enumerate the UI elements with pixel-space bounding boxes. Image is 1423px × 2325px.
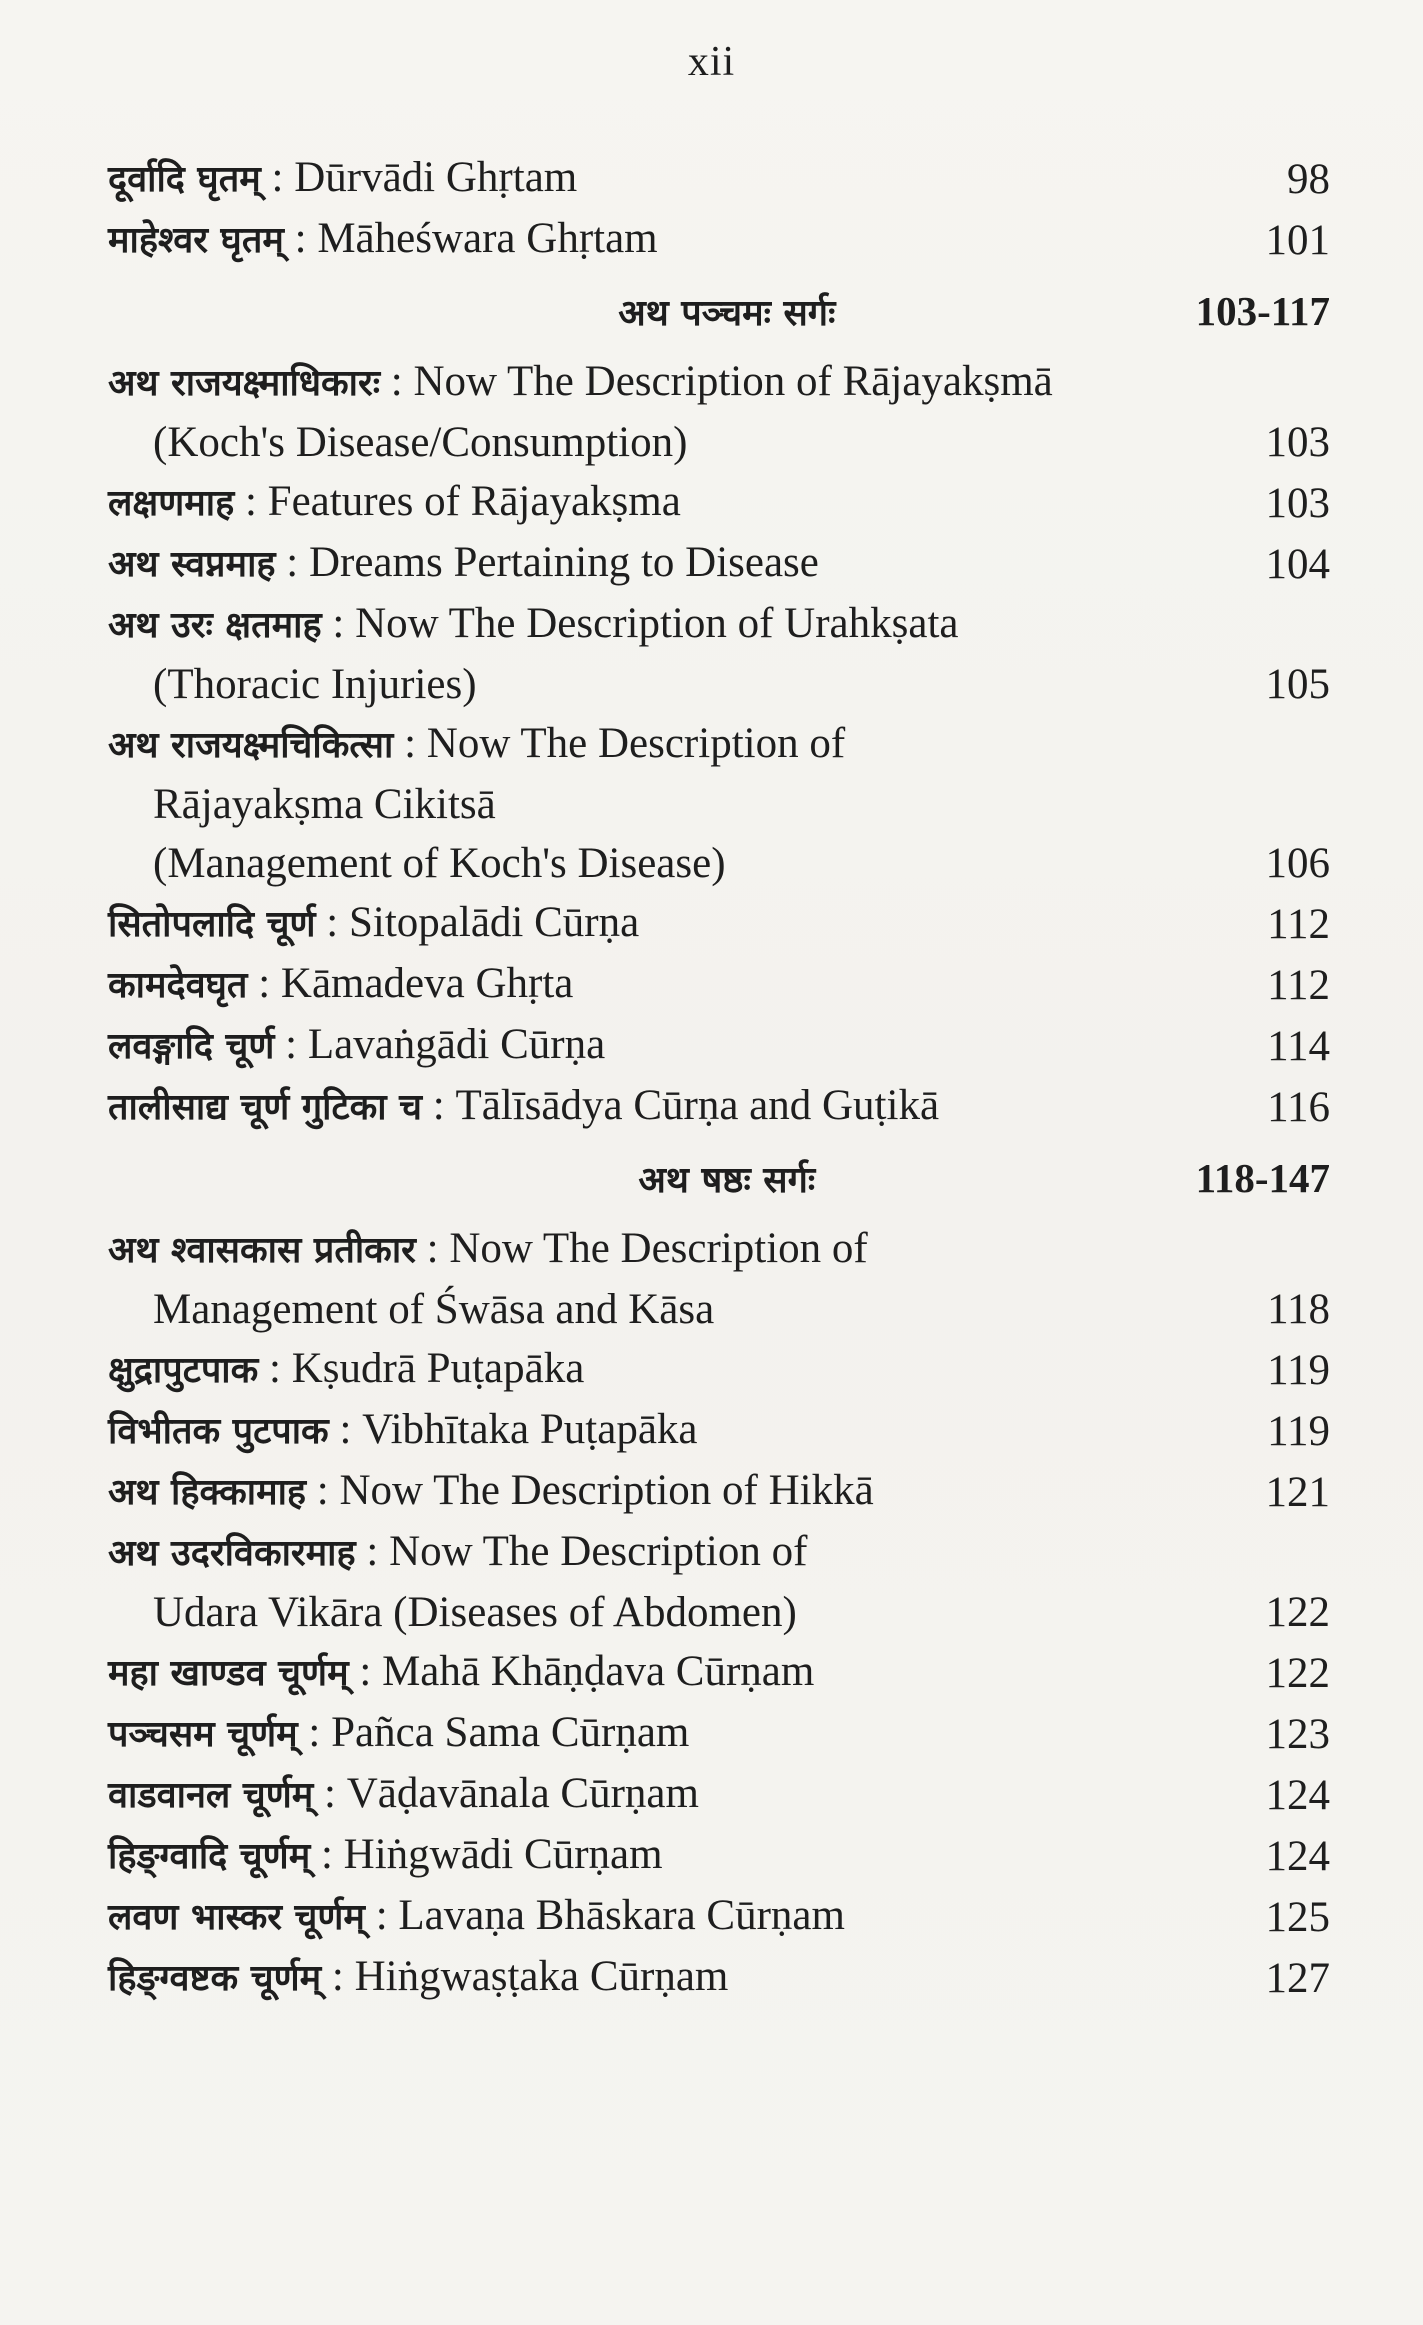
english-title: Now The Description of Rājayakṣmā — [413, 358, 1053, 405]
english-title: Kāmadeva Ghṛta — [280, 960, 574, 1007]
entry-page-number: 105 — [1265, 661, 1330, 708]
toc-entry — [108, 1522, 1330, 1642]
entry-continuation-line: Rājayakṣma Cikitsā — [153, 781, 496, 828]
title-separator: : — [415, 1225, 450, 1272]
toc-entry — [108, 1400, 1330, 1461]
english-title: Māheśwara Ghṛtam — [317, 215, 658, 262]
title-separator: : — [313, 1770, 347, 1817]
entry-first-line — [108, 1400, 1237, 1461]
entry-first-line — [108, 1703, 1236, 1764]
entry-text — [108, 1825, 1266, 1886]
toc-entry — [108, 714, 1330, 893]
english-title: Hiṅgwaṣṭaka Cūrṇam — [354, 1953, 729, 2000]
entry-text — [108, 1522, 1266, 1642]
title-separator: : — [310, 1831, 344, 1878]
section-page-range: 118-147 — [1195, 1155, 1330, 1201]
english-title: Features of Rājayakṣma — [267, 478, 681, 525]
entry-page-number: 122 — [1265, 1589, 1330, 1636]
entry-text — [108, 1339, 1267, 1400]
entry-text — [108, 1703, 1266, 1764]
sanskrit-title: लवङ्गादि चूर्ण — [108, 1026, 275, 1067]
title-separator: : — [274, 1021, 308, 1068]
sanskrit-title: लक्षणमाह — [108, 483, 235, 524]
toc-entry — [108, 1947, 1330, 2008]
title-separator: : — [348, 1648, 383, 1695]
title-separator: : — [297, 1709, 332, 1756]
english-title: Lavaṅgādi Cūrṇa — [307, 1021, 606, 1068]
entry-text — [108, 1015, 1267, 1076]
title-separator: : — [315, 899, 349, 946]
toc-entry — [108, 594, 1330, 714]
title-separator: : — [258, 1345, 292, 1392]
english-title: Now The Description of Hikkā — [339, 1467, 874, 1514]
sanskrit-title: दूर्वादि घृतम् — [108, 159, 261, 200]
table-of-contents — [108, 148, 1330, 2008]
title-separator: : — [275, 539, 309, 586]
english-title: Lavaṇa Bhāskara Cūrṇam — [398, 1892, 845, 1939]
sanskrit-title: माहेश्वर घृतम् — [108, 220, 284, 261]
toc-entry — [108, 472, 1330, 533]
entry-first-line — [108, 714, 1236, 775]
title-separator: : — [306, 1467, 340, 1514]
entry-continuation-line: Management of Śwāsa and Kāsa — [153, 1286, 715, 1333]
entry-first-line — [108, 1642, 1236, 1703]
entry-text — [108, 1642, 1266, 1703]
entry-text — [108, 594, 1266, 714]
english-title: Dūrvādi Ghṛtam — [294, 154, 578, 201]
sanskrit-title: लवण भास्कर चूर्णम् — [108, 1897, 365, 1938]
entry-text — [108, 533, 1266, 594]
entry-first-line — [108, 1886, 1236, 1947]
entry-text — [108, 148, 1287, 209]
page-number: xii — [687, 39, 736, 85]
entry-page-number: 106 — [1265, 840, 1330, 887]
english-title: Mahā Khāṇḍava Cūrṇam — [382, 1648, 815, 1695]
english-title: Dreams Pertaining to Disease — [308, 539, 819, 586]
title-separator: : — [321, 600, 356, 647]
sanskrit-title: हिङ्ग्वादि चूर्णम् — [108, 1836, 311, 1877]
english-title: Kṣudrā Puṭapāka — [291, 1345, 585, 1392]
entry-first-line — [108, 209, 1236, 270]
english-title: Vibhītaka Puṭapāka — [362, 1406, 698, 1453]
english-title: Now The Description of Urahkṣata — [355, 600, 959, 647]
sanskrit-title: क्षुद्रापुटपाक — [108, 1350, 259, 1391]
entry-text — [108, 893, 1267, 954]
english-title: Now The Description of — [426, 720, 846, 767]
sanskrit-title: सितोपलादि चूर्ण — [108, 904, 316, 945]
entry-page-number: 124 — [1265, 1833, 1330, 1880]
entry-text — [108, 1219, 1267, 1339]
toc-entry — [108, 1015, 1330, 1076]
sanskrit-title: कामदेवघृत — [108, 965, 248, 1006]
entry-first-line — [108, 1522, 1236, 1583]
entry-page-number: 103 — [1265, 480, 1330, 527]
toc-entry — [108, 1703, 1330, 1764]
entry-text — [108, 1076, 1267, 1137]
title-separator: : — [283, 215, 318, 262]
entry-first-line — [108, 1219, 1237, 1280]
entry-page-number: 118 — [1267, 1286, 1330, 1333]
entry-page-number: 127 — [1265, 1955, 1330, 2002]
entry-page-number: 122 — [1265, 1650, 1330, 1697]
entry-first-line — [108, 533, 1236, 594]
entry-first-line — [108, 594, 1236, 655]
entry-page-number: 119 — [1267, 1347, 1330, 1394]
title-separator: : — [260, 154, 295, 201]
entry-page-number: 123 — [1265, 1711, 1330, 1758]
sanskrit-title: अथ श्वासकास प्रतीकार — [108, 1230, 416, 1271]
toc-entry — [108, 1642, 1330, 1703]
entry-page-number: 101 — [1265, 217, 1330, 264]
sanskrit-title: अथ उदरविकारमाह — [108, 1533, 356, 1574]
sanskrit-title: विभीतक पुटपाक — [108, 1411, 329, 1452]
entry-page-number: 98 — [1287, 156, 1330, 203]
entry-page-number: 121 — [1265, 1469, 1330, 1516]
entry-text — [108, 209, 1266, 270]
sanskrit-title: पञ्चसम चूर्णम् — [108, 1714, 298, 1755]
entry-continuation-line: (Management of Koch's Disease) — [153, 840, 726, 887]
english-title: Pañca Sama Cūrṇam — [331, 1709, 690, 1756]
entry-first-line — [108, 1015, 1237, 1076]
toc-entry — [108, 1076, 1330, 1137]
sanskrit-title: हिङ्ग्वष्टक चूर्णम् — [108, 1958, 322, 1999]
section-title: अथ षष्ठः सर्गः — [638, 1159, 816, 1201]
sanskrit-title: अथ उरः क्षतमाह — [108, 605, 322, 646]
entry-page-number: 103 — [1265, 419, 1330, 466]
toc-entry — [108, 1461, 1330, 1522]
entry-page-number: 112 — [1267, 901, 1330, 948]
title-separator: : — [364, 1892, 399, 1939]
toc-entry — [108, 1764, 1330, 1825]
entry-page-number: 104 — [1265, 541, 1330, 588]
entry-continuation-line: Udara Vikāra (Diseases of Abdomen) — [153, 1589, 797, 1636]
entry-first-line — [108, 1825, 1236, 1886]
section-title: अथ पञ्चमः सर्गः — [618, 292, 836, 334]
sanskrit-title: अथ हिक्कामाह — [108, 1472, 307, 1513]
entry-text — [108, 954, 1267, 1015]
english-title: Tālīsādya Cūrṇa and Guṭikā — [455, 1082, 940, 1129]
toc-entry — [108, 352, 1330, 472]
entry-text — [108, 352, 1266, 472]
section-heading — [108, 1137, 1330, 1219]
title-separator: : — [393, 720, 427, 767]
entry-text — [108, 714, 1266, 893]
toc-entry — [108, 148, 1330, 209]
english-title: Hiṅgwādi Cūrṇam — [343, 1831, 663, 1878]
toc-entry — [108, 893, 1330, 954]
entry-text — [108, 1461, 1266, 1522]
entry-text — [108, 1947, 1266, 2008]
entry-page-number: 116 — [1267, 1084, 1330, 1131]
entry-page-number: 124 — [1265, 1772, 1330, 1819]
sanskrit-title: अथ स्वप्नमाह — [108, 544, 276, 585]
entry-text — [108, 1886, 1266, 1947]
section-heading — [108, 270, 1330, 352]
toc-entry — [108, 1339, 1330, 1400]
sanskrit-title: वाडवानल चूर्णम् — [108, 1775, 314, 1816]
entry-first-line — [108, 1339, 1237, 1400]
toc-entry — [108, 1825, 1330, 1886]
english-title: Now The Description of — [449, 1225, 868, 1272]
entry-first-line — [108, 352, 1236, 413]
toc-entry — [108, 1219, 1330, 1339]
title-separator: : — [234, 478, 268, 525]
toc-entry — [108, 209, 1330, 270]
entry-continuation-line: (Thoracic Injuries) — [153, 661, 477, 708]
title-separator: : — [380, 358, 414, 405]
english-title: Now The Description of — [389, 1528, 808, 1575]
toc-entry — [108, 533, 1330, 594]
entry-first-line — [108, 1947, 1236, 2008]
entry-first-line — [108, 148, 1257, 209]
entry-first-line — [108, 472, 1236, 533]
english-title: Sitopalādi Cūrṇa — [349, 899, 640, 946]
entry-first-line — [108, 1461, 1236, 1522]
entry-first-line — [108, 1076, 1237, 1137]
entry-page-number: 125 — [1265, 1894, 1330, 1941]
sanskrit-title: अथ राजयक्ष्माधिकारः — [108, 363, 380, 404]
entry-page-number: 119 — [1267, 1408, 1330, 1455]
sanskrit-title: अथ राजयक्ष्मचिकित्सा — [108, 725, 394, 766]
title-separator: : — [328, 1406, 363, 1453]
section-page-range: 103-117 — [1195, 288, 1330, 334]
entry-page-number: 112 — [1267, 962, 1330, 1009]
entry-first-line — [108, 1764, 1236, 1825]
toc-entry — [108, 1886, 1330, 1947]
entry-first-line — [108, 893, 1237, 954]
english-title: Vāḍavānala Cūrṇam — [346, 1770, 699, 1817]
title-separator: : — [247, 960, 281, 1007]
title-separator: : — [321, 1953, 355, 2000]
entry-text — [108, 1400, 1267, 1461]
entry-text — [108, 1764, 1266, 1825]
entry-continuation-line: (Koch's Disease/Consumption) — [153, 419, 688, 466]
title-separator: : — [421, 1082, 456, 1129]
entry-page-number: 114 — [1267, 1023, 1330, 1070]
toc-entry — [108, 954, 1330, 1015]
entry-text — [108, 472, 1266, 533]
sanskrit-title: तालीसाद्य चूर्ण गुटिका च — [108, 1087, 422, 1128]
entry-first-line — [108, 954, 1237, 1015]
title-separator: : — [355, 1528, 390, 1575]
sanskrit-title: महा खाण्डव चूर्णम् — [108, 1653, 349, 1694]
